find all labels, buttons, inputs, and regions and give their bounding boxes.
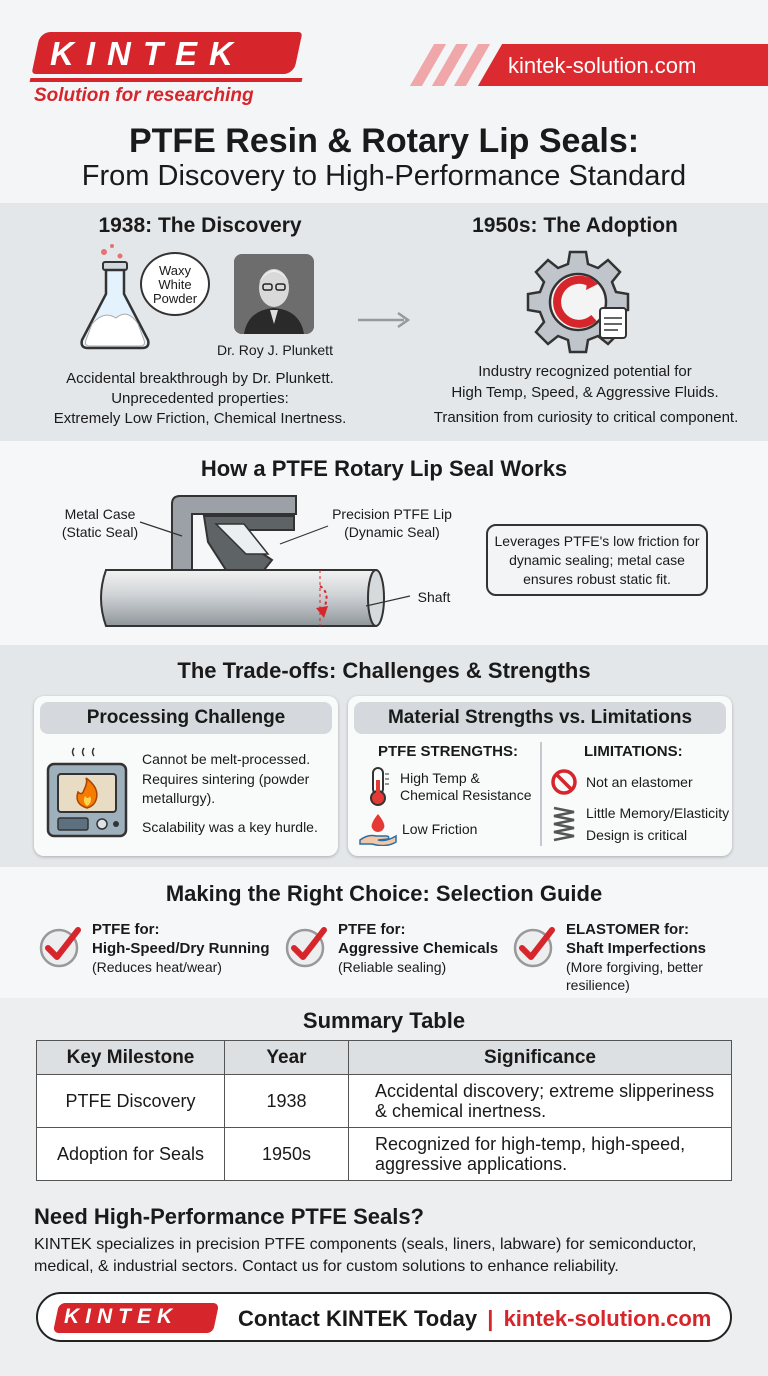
selection-heading: Making the Right Choice: Selection Guide	[165, 881, 603, 906]
table-header-row	[37, 1041, 732, 1075]
table-header: Key Milestone	[37, 1041, 225, 1075]
spring-icon	[550, 804, 578, 844]
adoption-line2: High Temp, Speed, & Aggressive Fluids.	[451, 384, 719, 401]
check-icon	[284, 924, 330, 970]
adoption-line1: Industry recognized potential for	[478, 363, 692, 380]
strength-1: High Temp & Chemical Resistance	[400, 770, 532, 803]
metal-case-label: Metal Case (Static Seal)	[61, 506, 139, 540]
limitations-label: LIMITATIONS:	[584, 743, 683, 760]
selection-2-desc: (Reliable sealing)	[338, 959, 447, 975]
selection-1-label: PTFE for:	[92, 921, 160, 938]
limit-1: Not an elastomer	[586, 774, 693, 790]
selection-3-title: Shaft Imperfections	[566, 940, 707, 957]
table-header: Significance	[349, 1041, 732, 1075]
ptfe-lip-label: Precision PTFE Lip (Dynamic Seal)	[332, 506, 452, 540]
table-cell: Accidental discovery; extreme slipperiness & chemical inertness.	[349, 1075, 732, 1128]
hand-drop-icon	[358, 812, 398, 846]
table-cell: Recognized for high-temp, high-speed, aggressive applications.	[349, 1128, 732, 1181]
contact-url[interactable]: kintek-solution.com	[503, 1306, 712, 1331]
discovery-line1: Accidental breakthrough by Dr. Plunkett.	[66, 370, 334, 387]
summary-heading: Summary Table	[302, 1008, 466, 1033]
contact-text[interactable]: Contact KINTEK Today | kintek-solution.com	[238, 1306, 712, 1331]
summary-table	[36, 1040, 732, 1181]
material-title: Material Strengths vs. Limitations	[354, 702, 726, 734]
page-title: PTFE Resin & Rotary Lip Seals:	[128, 122, 640, 160]
cta-body: KINTEK specializes in precision PTFE components (seals, liners, labware) for semiconductor, medical, & industrial sectors. Contact us for custom solutions to enhance reliability.	[34, 1236, 697, 1275]
selection-1-desc: (Reduces heat/wear)	[92, 959, 222, 975]
limit-2: Little Memory/Elasticity	[586, 805, 730, 821]
contact-button[interactable]: KINTEK Contact KINTEK Today | kintek-solution.com	[36, 1292, 732, 1342]
limit-3: Design is critical	[586, 827, 688, 843]
processing-line1: Cannot be melt-processed.	[142, 751, 311, 767]
tradeoffs-heading: The Trade-offs: Challenges & Strengths	[177, 658, 591, 683]
processing-line3: Scalability was a key hurdle.	[142, 819, 318, 835]
adoption-line3: Transition from curiosity to critical component.	[433, 409, 739, 426]
selection-3-label: ELASTOMER for:	[566, 921, 690, 938]
table-cell: 1938	[225, 1075, 349, 1128]
page-subtitle: From Discovery to High-Performance Standard	[81, 160, 687, 192]
discovery-line2: Unprecedented properties:	[111, 390, 289, 407]
website-url[interactable]: kintek-solution.com	[508, 53, 697, 78]
seal-heading: How a PTFE Rotary Lip Seal Works	[200, 456, 568, 481]
no-sign-icon	[550, 768, 578, 796]
strengths-label: PTFE STRENGTHS:	[378, 743, 519, 760]
check-icon	[512, 924, 558, 970]
table-cell: PTFE Discovery	[37, 1075, 225, 1128]
adoption-heading: 1950s: The Adoption	[472, 214, 678, 237]
selection-3-desc: (More forgiving, better resilience)	[566, 959, 703, 993]
table-row	[37, 1075, 732, 1128]
selection-2-title: Aggressive Chemicals	[338, 940, 499, 957]
furnace-icon	[44, 744, 130, 840]
discovery-line3: Extremely Low Friction, Chemical Inertness.	[53, 410, 347, 427]
cta-heading: Need High-Performance PTFE Seals?	[34, 1204, 424, 1229]
table-cell: Adoption for Seals	[37, 1128, 225, 1181]
table-cell: 1950s	[225, 1128, 349, 1181]
plunkett-name: Dr. Roy J. Plunkett	[217, 342, 333, 358]
selection-2-label: PTFE for:	[338, 921, 406, 938]
strength-2: Low Friction	[402, 821, 478, 837]
discovery-heading: 1938: The Discovery	[98, 214, 302, 237]
shaft-label: Shaft	[417, 589, 451, 605]
powder-bubble: Waxy White Powder	[140, 252, 210, 316]
processing-line2: Requires sintering (powder metallurgy).	[142, 771, 310, 806]
table-header: Year	[225, 1041, 349, 1075]
processing-title: Processing Challenge	[40, 702, 332, 734]
tagline: Solution for researching	[34, 85, 254, 106]
check-icon	[38, 924, 84, 970]
table-row	[37, 1128, 732, 1181]
divider	[540, 742, 542, 846]
seal-callout: Leverages PTFE's low friction for dynamic sealing; metal case ensures robust static fit.	[486, 524, 708, 596]
logo-text: KINTEK	[50, 35, 245, 72]
selection-1-title: High-Speed/Dry Running	[92, 940, 270, 957]
thermometer-icon	[364, 766, 392, 806]
